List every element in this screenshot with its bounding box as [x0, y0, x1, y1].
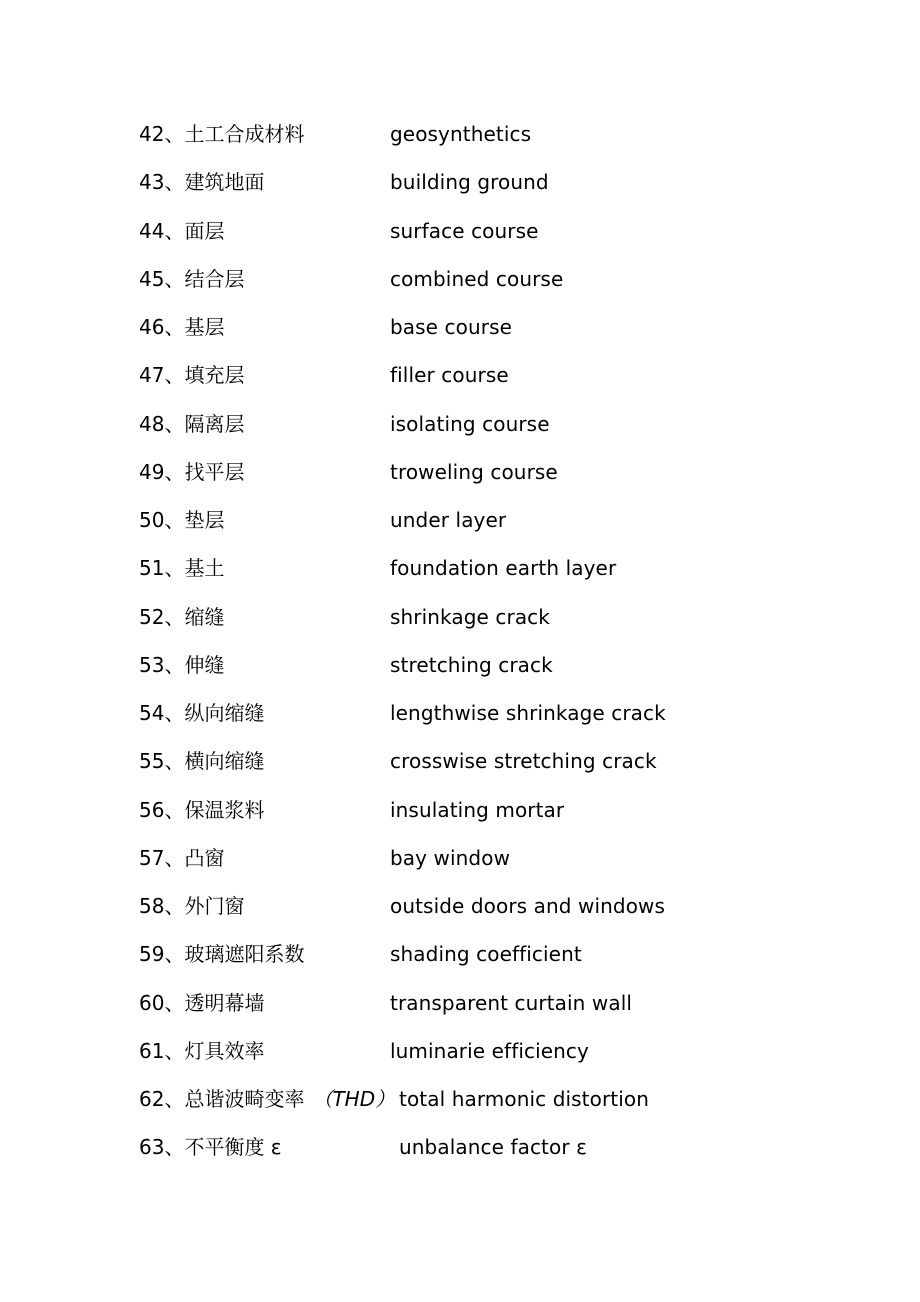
term-english: combined course [390, 266, 564, 291]
term-english: crosswise stretching crack [390, 749, 657, 774]
term-chinese: 59、玻璃遮阳系数 [139, 942, 305, 967]
term-english: shrinkage crack [390, 604, 550, 629]
term-english: base course [390, 315, 512, 339]
entry-number: 58 [139, 894, 165, 918]
term-chinese: 48、隔离层 [139, 411, 245, 436]
entry-number: 62 [139, 1087, 165, 1111]
term-chinese-text: 保温浆料 [184, 797, 265, 822]
term-chinese-text: 外门窗 [184, 894, 245, 918]
glossary-entry [139, 985, 759, 1033]
term-chinese: 52、缩缝 [139, 604, 225, 629]
term-chinese: 45、结合层 [139, 266, 245, 291]
term-chinese: 42、土工合成材料 [139, 122, 305, 146]
glossary-entry [139, 599, 759, 647]
term-chinese-text: 伸缝 [184, 652, 225, 677]
entry-number: 48 [139, 411, 165, 436]
term-chinese-text: 垫层 [184, 508, 225, 532]
term-chinese: 56、保温浆料 [139, 797, 265, 822]
term-english: transparent curtain wall [390, 990, 633, 1015]
term-chinese: 54、纵向缩缝 [139, 701, 265, 725]
term-english: isolating course [390, 411, 550, 436]
term-english: foundation earth layer [390, 556, 617, 581]
glossary-entry [139, 743, 759, 791]
glossary-entry [139, 1081, 759, 1129]
entry-number: 44 [139, 218, 165, 243]
entry-number: 63 [139, 1135, 165, 1160]
term-chinese: 57、凸窗 [139, 845, 225, 870]
term-chinese: 46、基层 [139, 315, 225, 339]
entry-number: 45 [139, 266, 165, 291]
term-chinese: 51、基土 [139, 556, 225, 581]
glossary-list [139, 116, 759, 1178]
entry-number: 53 [139, 652, 165, 677]
entry-number: 55 [139, 749, 165, 774]
term-chinese-text: 找平层 [184, 459, 245, 484]
term-chinese-text: 基土 [184, 556, 225, 581]
glossary-entry [139, 164, 759, 212]
glossary-entry [139, 309, 759, 357]
term-english: bay window [390, 845, 511, 870]
entry-number: 61 [139, 1038, 165, 1063]
term-english: shading coefficient [390, 942, 582, 967]
entry-number: 51 [139, 556, 165, 581]
entry-number: 59 [139, 942, 165, 967]
glossary-entry [139, 213, 759, 261]
term-english: total harmonic distortion [399, 1087, 649, 1111]
glossary-entry [139, 1129, 759, 1177]
entry-number: 49 [139, 459, 165, 484]
term-chinese: 47、填充层 [139, 363, 245, 388]
glossary-entry [139, 936, 759, 984]
term-english: unbalance factor ε [399, 1135, 588, 1160]
term-chinese: 63、不平衡度 ε [139, 1135, 282, 1160]
term-chinese-text: 不平衡度 ε [184, 1135, 282, 1160]
glossary-entry [139, 550, 759, 598]
term-english: geosynthetics [390, 122, 532, 146]
glossary-entry [139, 647, 759, 695]
term-english: filler course [390, 363, 509, 388]
term-english: stretching crack [390, 652, 553, 677]
entry-number: 42 [139, 122, 165, 146]
term-chinese: 62、总谐波畸变率 （THD） [139, 1087, 396, 1111]
term-english: luminarie efficiency [390, 1038, 589, 1063]
entry-number: 54 [139, 701, 165, 725]
term-chinese: 55、横向缩缝 [139, 749, 265, 774]
glossary-entry [139, 1033, 759, 1081]
term-chinese: 50、垫层 [139, 508, 225, 532]
entry-number: 57 [139, 845, 165, 870]
term-chinese-text: 建筑地面 [184, 170, 265, 195]
term-chinese-text: 结合层 [184, 266, 245, 291]
term-chinese-text: 总谐波畸变率 [184, 1087, 305, 1111]
entry-number: 50 [139, 508, 165, 532]
glossary-entry [139, 454, 759, 502]
glossary-entry [139, 502, 759, 550]
term-chinese: 53、伸缝 [139, 652, 225, 677]
term-english: outside doors and windows [390, 894, 666, 918]
term-english: lengthwise shrinkage crack [390, 701, 666, 725]
term-chinese-text: 缩缝 [184, 604, 225, 629]
term-chinese-text: 纵向缩缝 [184, 701, 265, 725]
term-chinese-text: 玻璃遮阳系数 [184, 942, 305, 967]
glossary-entry [139, 406, 759, 454]
term-chinese-text: 灯具效率 [184, 1038, 265, 1063]
glossary-entry [139, 792, 759, 840]
glossary-entry [139, 357, 759, 405]
term-chinese: 61、灯具效率 [139, 1038, 265, 1063]
glossary-entry [139, 888, 759, 936]
term-english: troweling course [390, 459, 558, 484]
term-chinese-text: 基层 [184, 315, 225, 339]
term-chinese-text: 隔离层 [184, 411, 245, 436]
term-english: surface course [390, 218, 539, 243]
term-abbreviation: （THD） [312, 1087, 396, 1111]
entry-number: 56 [139, 797, 165, 822]
glossary-entry [139, 840, 759, 888]
term-chinese: 49、找平层 [139, 459, 245, 484]
term-chinese: 60、透明幕墙 [139, 990, 265, 1015]
entry-number: 47 [139, 363, 165, 388]
glossary-entry [139, 695, 759, 743]
term-chinese-text: 横向缩缝 [184, 749, 265, 774]
entry-number: 46 [139, 315, 165, 339]
term-chinese-text: 面层 [184, 218, 225, 243]
glossary-entry [139, 116, 759, 164]
glossary-entry [139, 261, 759, 309]
term-chinese-text: 透明幕墙 [184, 990, 265, 1015]
term-chinese-text: 填充层 [184, 363, 245, 388]
term-chinese-text: 土工合成材料 [184, 122, 305, 146]
term-chinese: 58、外门窗 [139, 894, 245, 918]
entry-number: 43 [139, 170, 165, 195]
term-english: insulating mortar [390, 797, 565, 822]
term-chinese: 44、面层 [139, 218, 225, 243]
term-english: building ground [390, 170, 549, 195]
entry-number: 60 [139, 990, 165, 1015]
entry-number: 52 [139, 604, 165, 629]
term-chinese: 43、建筑地面 [139, 170, 265, 195]
term-english: under layer [390, 508, 507, 532]
term-chinese-text: 凸窗 [184, 845, 225, 870]
